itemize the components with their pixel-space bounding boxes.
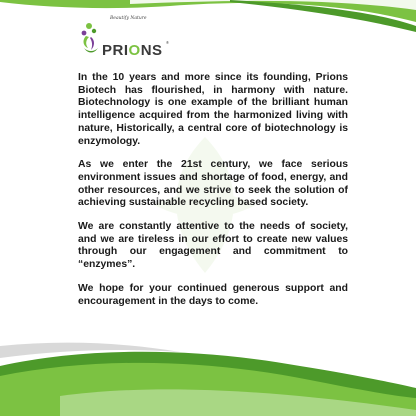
top-wave-decoration xyxy=(0,0,416,40)
bottom-wave-decoration xyxy=(0,326,416,416)
logo-wordmark: PRIONS xyxy=(102,42,163,59)
logo-tagline: Beautify Nature xyxy=(110,16,147,21)
paragraph-closing: We hope for your continued generous support and encouragement in the days to come. xyxy=(78,282,348,307)
paragraph-founding: In the 10 years and more since its founding, Prions Biotech has flourished, in harmony with nature. Biotechnology is one example of the brilliant human intelligence acquired from the harmonized living with nature, Historically, a central core of biotechnology is enzymology. xyxy=(78,72,348,147)
registered-mark: ® xyxy=(166,40,169,45)
letter-body xyxy=(78,72,348,319)
paragraph-21st-century: As we enter the 21st century, we face serious environment issues and shortage of food, energy, and other resources, and we strive to seek the solution of achieving sustainable recycling based society. xyxy=(78,159,348,209)
paragraph-needs-of-society: We are constantly attentive to the needs of society, and we are tireless in our effort to create new values through our engagement and commitment to “enzymes”. xyxy=(78,221,348,271)
prions-logo xyxy=(80,16,190,66)
